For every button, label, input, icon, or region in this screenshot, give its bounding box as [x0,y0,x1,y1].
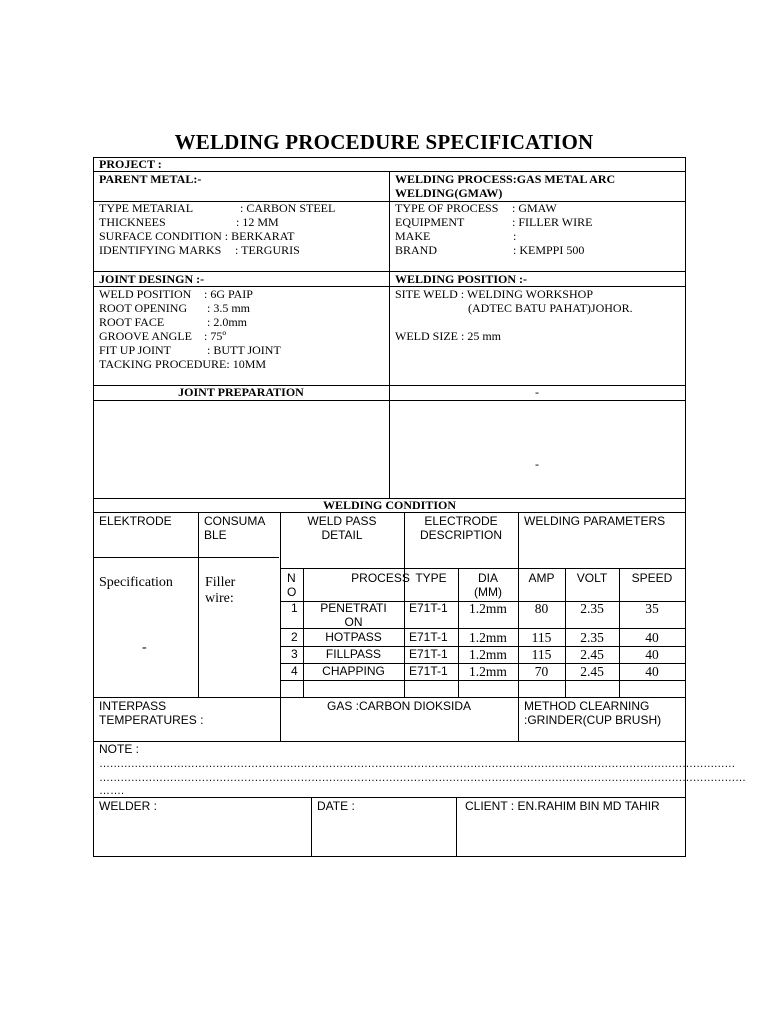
amp-header: AMP [528,571,555,585]
weld-position-value: : 6G PAIP [204,287,253,301]
volt-header: VOLT [576,571,608,585]
date-label: DATE : [317,799,355,813]
consumable-header-cont: BLE [204,528,227,542]
root-opening-label: ROOT OPENING [99,301,188,315]
make-value: : [513,229,517,243]
identifying-marks-value: : TERGURIS [235,243,300,257]
pass-process: CHAPPING [322,664,385,678]
no-header-cont: O [287,585,297,599]
pass-volt: 2.45 [580,647,604,662]
pass-no: 2 [291,630,298,644]
consumable-header: CONSUMA [204,514,266,528]
rule [93,741,686,742]
weld-pass-header-cont: DETAIL [321,528,363,542]
pass-process: FILLPASS [325,647,382,661]
pass-type: E71T-1 [409,647,448,661]
brand-label: BRAND [395,243,438,257]
pass-speed: 40 [645,630,659,645]
site-weld-location: (ADTEC BATU PAHAT)JOHOR. [468,301,633,315]
joint-preparation-label: JOINT PREPARATION [178,385,304,399]
electrode-description-header: ELECTRODE [424,514,498,528]
fit-up-joint-label: FIT UP JOINT [99,343,172,357]
specification-dash: - [142,640,147,655]
identifying-marks-label: IDENTIFYING MARKS [99,243,222,257]
welding-position-label: WELDING POSITION :- [395,272,528,286]
elektrode-header: ELEKTRODE [99,514,172,528]
joint-design-label: JOINT DESINGN :- [99,272,205,286]
method-cleaning-label: METHOD CLEARNING [524,699,650,713]
pass-speed: 40 [645,664,659,679]
groove-angle-value: : 75º [204,329,227,343]
pass-type: E71T-1 [409,601,448,615]
method-cleaning-value: :GRINDER(CUP BRUSH) [524,713,662,727]
process-type-label: TYPE OF PROCESS [395,201,499,215]
pass-type: E71T-1 [409,664,448,678]
joint-preparation-dash: - [535,385,539,399]
rule [198,512,199,698]
make-label: MAKE [395,229,431,243]
interpass-label: INTERPASS [99,699,167,713]
rule [93,512,686,513]
rule [93,697,686,698]
table-border-bottom [93,856,686,857]
table-border-top [93,157,686,158]
pass-speed: 35 [645,601,659,616]
speed-header: SPEED [631,571,673,585]
thickness-value: : 12 MM [236,215,279,229]
pass-no: 4 [291,664,298,678]
note-dots-line-1: ……………………………………………………………………………………………………………………………………………………………… [99,758,736,770]
brand-value: : KEMPPI 500 [513,243,585,257]
pass-type: E71T-1 [409,630,448,644]
root-face-value: : 2.0mm [207,315,248,329]
fit-up-joint-value: : BUTT JOINT [207,343,281,357]
pass-process: PENETRATI [320,601,387,615]
type-header: TYPE [415,571,447,585]
interpass-label-cont: TEMPERATURES : [99,713,204,727]
pass-dia: 1.2mm [469,664,507,679]
material-type-label: TYPE METARIAL [99,201,194,215]
process-type-value: : GMAW [512,201,557,215]
pass-dia: 1.2mm [469,647,507,662]
no-header: N [287,571,296,585]
dia-header: DIA [477,571,498,585]
filler-wire-label: Filler [205,575,236,590]
pass-process: HOTPASS [325,630,382,644]
equipment-label: EQUIPMENT [395,215,465,229]
rule [93,557,279,558]
thickness-label: THICKNEES [99,215,166,229]
note-label: NOTE : [99,742,140,756]
note-dots-line-3: ……. [99,785,125,797]
rule [456,797,457,857]
rule [93,797,686,798]
electrode-description-header-cont: DESCRIPTION [419,528,502,542]
specification-label: Specification [99,575,173,590]
pass-amp: 115 [531,630,552,645]
note-dots-line-2: ………………………………………………………………………………………………………………………………………………………………… [99,772,746,784]
filler-wire-label-cont: wire: [205,591,234,606]
pass-dia: 1.2mm [469,601,507,616]
surface-condition: SURFACE CONDITION : BERKARAT [99,229,295,243]
tacking-procedure: TACKING PROCEDURE: 10MM [99,357,267,371]
welding-condition-label: WELDING CONDITION [322,498,457,512]
pass-amp: 80 [534,601,549,616]
pass-volt: 2.45 [580,664,604,679]
rule [311,797,312,857]
project-label: PROJECT : [99,157,162,171]
client-label: CLIENT : EN.RAHIM BIN MD TAHIR [465,799,660,813]
groove-angle-label: GROOVE ANGLE [99,329,192,343]
welding-parameters-header: WELDING PARAMETERS [524,514,666,528]
rule [280,568,686,569]
weld-position-label: WELD POSITION [99,287,192,301]
rule [389,171,390,499]
pass-no: 3 [291,647,298,661]
welding-process-label-cont: WELDING(GMAW) [395,186,503,200]
pass-volt: 2.35 [580,630,604,645]
material-type-value: : CARBON STEEL [240,201,336,215]
rule [280,680,686,681]
pass-amp: 70 [534,664,549,679]
pass-volt: 2.35 [580,601,604,616]
pass-amp: 115 [531,647,552,662]
process-header: PROCESS [351,571,410,585]
pass-process-cont: ON [344,615,363,629]
page-title: WELDING PROCEDURE SPECIFICATION [174,130,594,154]
pass-dia: 1.2mm [469,630,507,645]
pass-no: 1 [291,601,298,615]
parent-metal-label: PARENT METAL:- [99,172,202,186]
welding-process-label: WELDING PROCESS:GAS METAL ARC [395,172,616,186]
site-weld: SITE WELD : WELDING WORKSHOP [395,287,593,301]
dia-header-cont: (MM) [474,585,502,599]
root-opening-value: : 3.5 mm [207,301,251,315]
joint-preparation-drawing-dash: - [535,457,539,471]
weld-pass-header: WELD PASS [307,514,377,528]
rule [518,512,519,742]
weld-size: WELD SIZE : 25 mm [395,329,501,343]
pass-speed: 40 [645,647,659,662]
equipment-value: : FILLER WIRE [512,215,593,229]
welder-label: WELDER : [99,799,158,813]
root-face-label: ROOT FACE [99,315,165,329]
gas-value: GAS :CARBON DIOKSIDA [326,699,472,713]
